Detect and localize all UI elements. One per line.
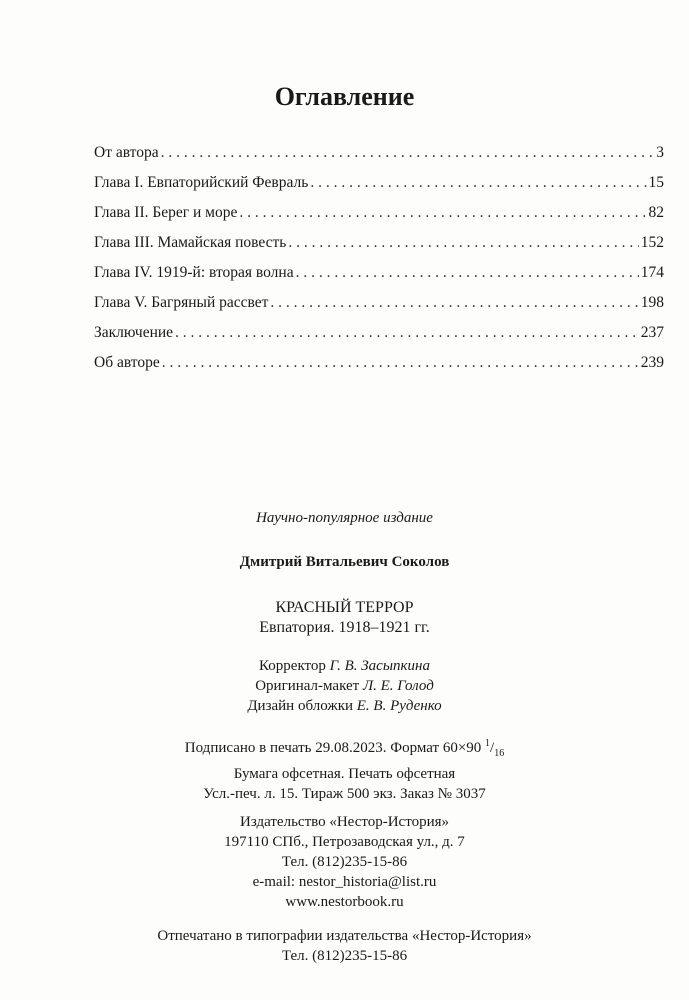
publisher-email: e-mail: nestor_historia@list.ru: [252, 874, 437, 890]
toc-leader-dots: [288, 228, 638, 258]
edition-type: Научно-популярное издание: [256, 510, 433, 526]
toc-entry-page: 15: [648, 174, 664, 191]
toc-entry: [94, 228, 664, 258]
toc-entry-label: Глава II. Берег и море: [94, 204, 238, 221]
credit-line: [0, 656, 689, 676]
toc-entry-page: 198: [640, 294, 664, 311]
credit-role: Корректор: [259, 658, 326, 674]
print-signed-line: Подписано в печать 29.08.2023. Формат 60×90 $^1/_{16}$: [184, 738, 505, 759]
toc-entry: [94, 138, 664, 168]
credit-role: Дизайн обложки: [247, 698, 354, 714]
toc-leader-dots: [239, 198, 646, 228]
toc-entry-page: 239: [640, 354, 664, 371]
publisher-website: www.nestorbook.ru: [285, 894, 404, 910]
toc-leader-dots: [175, 318, 639, 348]
toc-entry-label: Глава IV. 1919-й: вторая волна: [94, 264, 294, 281]
toc-entry-page: 152: [640, 234, 664, 251]
format-denominator: 16: [494, 748, 505, 759]
publisher-name: Издательство «Нестор-История»: [239, 814, 450, 830]
credit-name: Л. Е. Голод: [362, 678, 434, 694]
toc-entry: [94, 198, 664, 228]
toc-entry-page: 174: [640, 264, 664, 281]
toc-entry-page: 82: [648, 204, 664, 221]
toc-entry: [94, 318, 664, 348]
print-run-line: Усл.-печ. л. 15. Тираж 500 экз. Заказ № 3037: [203, 786, 486, 802]
toc-entry-label: От автора: [94, 144, 159, 161]
toc-entry: [94, 348, 664, 378]
toc-leader-dots: [162, 348, 639, 378]
credit-line: [0, 676, 689, 696]
printer-block: [0, 926, 689, 966]
toc-leader-dots: [270, 288, 638, 318]
toc-entry-label: Глава III. Мамайская повесть: [94, 234, 287, 251]
book-subtitle: Евпатория. 1918–1921 гг.: [259, 619, 430, 636]
print-details-block: [0, 734, 689, 804]
toc-leader-dots: [296, 258, 639, 288]
printer-name: Отпечатано в типографии издательства «Нестор-История»: [157, 928, 532, 944]
publisher-phone: Тел. (812)235-15-86: [281, 854, 408, 870]
table-of-contents: [94, 138, 664, 378]
toc-entry-label: Глава I. Евпаторийский Февраль: [94, 174, 309, 191]
credit-name: Г. В. Засыпкина: [329, 658, 430, 674]
paper-line: Бумага офсетная. Печать офсетная: [233, 766, 456, 782]
printer-phone: Тел. (812)235-15-86: [281, 948, 408, 964]
toc-entry-page: 237: [640, 324, 664, 341]
credit-role: Оригинал-макет: [255, 678, 360, 694]
toc-title: Оглавление: [274, 82, 415, 111]
credit-line: [0, 696, 689, 716]
credits-block: [0, 656, 689, 716]
toc-leader-dots: [161, 138, 655, 168]
toc-entry-label: Об авторе: [94, 354, 160, 371]
format-numerator: 1: [485, 738, 491, 749]
toc-entry-label: Глава V. Багряный рассвет: [94, 294, 269, 311]
toc-entry: [94, 168, 664, 198]
toc-leader-dots: [310, 168, 646, 198]
toc-entry: [94, 258, 664, 288]
toc-entry: [94, 288, 664, 318]
book-title: КРАСНЫЙ ТЕРРОР: [275, 599, 414, 616]
publisher-address: 197110 СПб., Петрозаводская ул., д. 7: [224, 834, 465, 850]
publisher-block: [0, 812, 689, 912]
toc-entry-label: Заключение: [94, 324, 174, 341]
author-name: Дмитрий Витальевич Соколов: [239, 554, 450, 570]
credit-name: Е. В. Руденко: [356, 698, 442, 714]
book-title-block: [0, 598, 689, 638]
toc-entry-page: 3: [656, 144, 664, 161]
